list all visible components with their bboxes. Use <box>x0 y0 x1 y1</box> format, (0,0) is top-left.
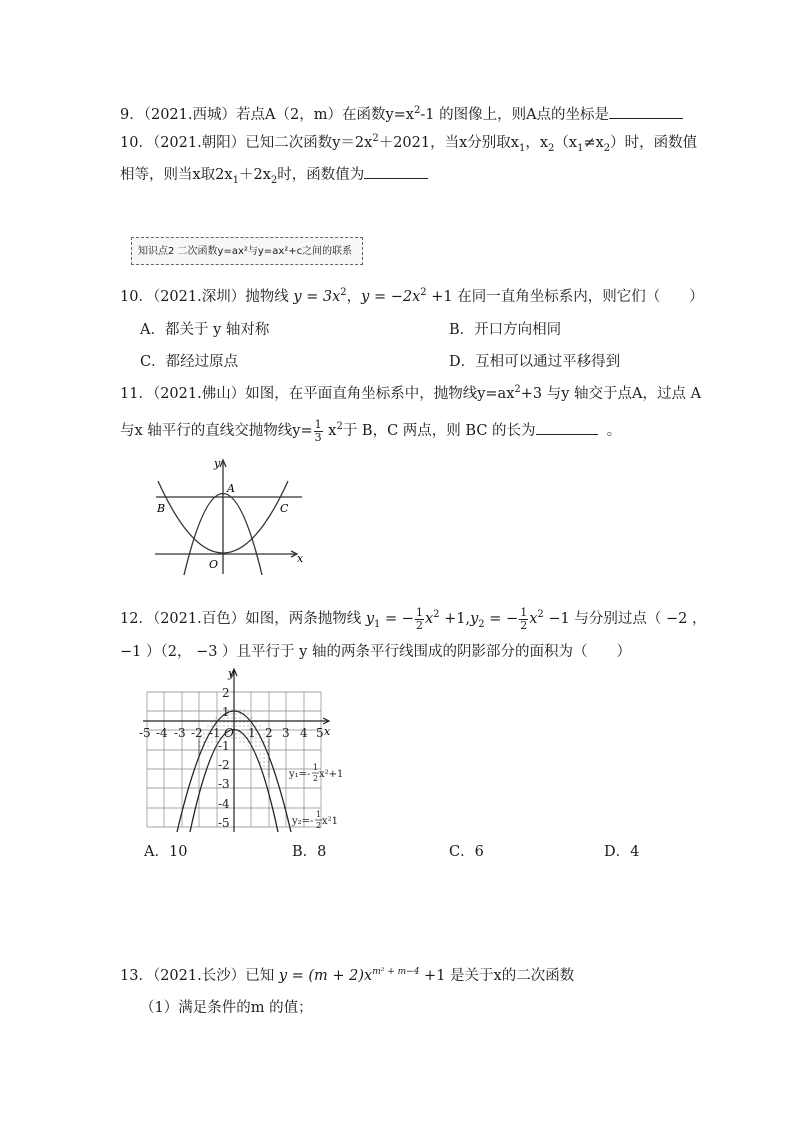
svg-text:2: 2 <box>316 821 322 830</box>
question-source: （2021.百色） <box>152 611 246 627</box>
option-d[interactable]: D．4 <box>604 844 640 860</box>
question-12: 12．（2021.百色）如图，两条抛物线 $y_1$ = − $\frac{1}{2}$ $x^2 +1,y_2$ = − $\frac{1}{2}$ $x^2 -1$ 与分别过点（ −2 ， <box>120 605 707 632</box>
svg-text:-1: -1 <box>209 726 221 740</box>
svg-text:1: 1 <box>248 726 256 740</box>
question-9: 9．（2021.西城）若点A（2，m）在函数$y=x^2-1$ 的图像上，则A点的坐标是 <box>120 104 683 125</box>
option-b[interactable]: B．8 <box>292 844 327 860</box>
question-source: （2021.深圳） <box>152 289 246 305</box>
svg-text:y₂=-: y₂=- <box>292 816 314 827</box>
svg-text:y: y <box>214 457 221 470</box>
svg-text:-5: -5 <box>218 816 230 830</box>
option-c[interactable]: C．6 <box>449 844 484 860</box>
svg-text:x²1: x²1 <box>322 816 339 827</box>
x-tick-labels <box>139 726 324 740</box>
q11-figure <box>150 455 330 580</box>
svg-text:2: 2 <box>313 774 319 783</box>
question-number: 10． <box>120 289 153 305</box>
fraction: $\frac{1}{2}$ <box>520 605 528 632</box>
option-d[interactable]: D．互相可以通过平移得到 <box>449 354 621 370</box>
question-source: （2021.长沙） <box>152 968 246 984</box>
option-a[interactable]: A．都关于 y 轴对称 <box>140 322 270 338</box>
question-13: 13．（2021.长沙）已知 $y = (m + 2)x^{m^2 + m-4} +1$ 是关于x的二次函数 <box>120 967 575 984</box>
svg-text:O: O <box>224 726 234 740</box>
svg-text:4: 4 <box>300 726 308 740</box>
svg-text:1: 1 <box>313 763 319 772</box>
question-source: （2021.西城） <box>143 107 236 123</box>
option-c[interactable]: C．都经过原点 <box>140 354 239 370</box>
svg-text:-4: -4 <box>218 797 230 811</box>
svg-text:y₁=-: y₁=- <box>289 769 311 780</box>
option-b[interactable]: B．开口方向相同 <box>449 322 562 338</box>
question-source: （2021.朝阳） <box>152 135 246 151</box>
question-11-line2: 与x 轴平行的直线交抛物线y= $\frac{1}{3}$ $x^2$于 B，C 两点，则 BC 的长为 。 <box>120 417 622 444</box>
option-a[interactable]: A．10 <box>144 844 188 860</box>
y-tick-labels <box>218 686 230 830</box>
question-12-line2: −1 ）（2， −3 ）且平行于 y 轴的两条平行线围成的阴影部分的面积为（ ） <box>120 644 631 660</box>
question-source: （2021.佛山） <box>152 386 246 402</box>
question-number: 9． <box>120 107 144 123</box>
answer-blank[interactable] <box>364 164 428 179</box>
svg-text:x: x <box>324 725 331 738</box>
question-number: 11． <box>120 386 153 402</box>
q12-figure <box>138 664 344 834</box>
svg-text:1: 1 <box>222 705 230 719</box>
knowledge-point-box: 知识点2 二次函数y=ax²与y=ax²+c之间的联系 <box>131 237 363 265</box>
svg-text:A: A <box>227 482 235 495</box>
svg-text:-1: -1 <box>218 739 230 753</box>
question-10-chaoyang: 10．（2021.朝阳）已知二次函数$y=2x^2+2021$，当x分别取$x_1$，$x_2(x_1\ne x_2)$时，函数值 <box>120 133 698 154</box>
question-10-chaoyang-line2: 相等，则当x取$2x_1+2x_2$时，函数值为 <box>120 164 428 185</box>
question-11: 11．（2021.佛山）如图，在平面直角坐标系中，抛物线$y=ax^2+3$ 与y 轴交于点A，过点 A <box>120 384 702 402</box>
svg-text:-3: -3 <box>218 777 230 791</box>
svg-text:-3: -3 <box>174 726 186 740</box>
fraction: $\frac{1}{2}$ <box>415 605 423 632</box>
svg-text:2: 2 <box>222 686 230 700</box>
answer-blank[interactable] <box>609 104 683 119</box>
svg-text:C: C <box>280 502 289 515</box>
question-number: 12． <box>120 611 153 627</box>
svg-text:-4: -4 <box>156 726 168 740</box>
question-number: 10． <box>120 135 153 151</box>
question-number: 13． <box>120 968 153 984</box>
svg-text:x: x <box>297 552 304 565</box>
svg-text:O: O <box>209 558 219 571</box>
svg-text:2: 2 <box>265 726 273 740</box>
svg-text:-2: -2 <box>191 726 203 740</box>
svg-text:1: 1 <box>316 810 322 819</box>
svg-text:5: 5 <box>316 726 324 740</box>
question-10-shenzhen: 10．（2021.深圳）抛物线 $y = 3x^2$，$y = -2x^2 +1$ 在同一直角坐标系内，则它们（ ） <box>120 287 704 305</box>
svg-text:y: y <box>228 667 235 680</box>
svg-text:-2: -2 <box>218 758 230 772</box>
fraction: $\frac{1}{3}$ <box>314 417 322 444</box>
svg-text:x²+1: x²+1 <box>319 769 344 780</box>
svg-text:B: B <box>157 502 166 515</box>
answer-blank[interactable] <box>536 420 598 435</box>
question-13-part1: （1）满足条件的m 的值； <box>140 1000 313 1016</box>
svg-text:-5: -5 <box>139 726 151 740</box>
svg-text:3: 3 <box>282 726 290 740</box>
